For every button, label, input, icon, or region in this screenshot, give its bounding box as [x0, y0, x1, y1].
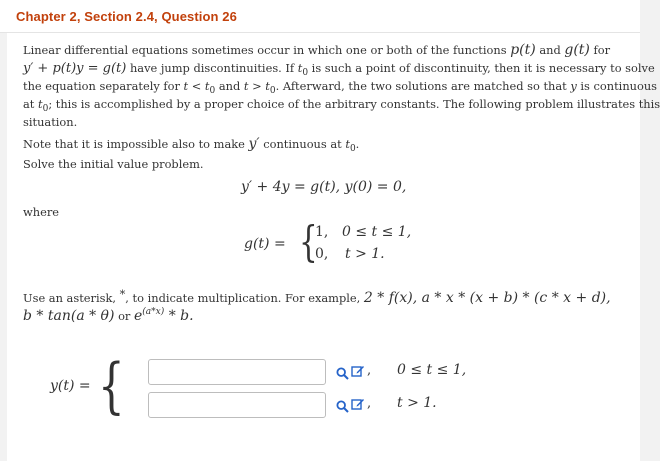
intro-text: at	[23, 97, 38, 111]
search-icon[interactable]	[336, 365, 349, 384]
math-sub: 0	[209, 86, 216, 96]
g-case2-cond: t > 1.	[345, 246, 385, 262]
answer-row1-input[interactable]	[148, 359, 326, 385]
g-case1-cond: 0 ≤ t ≤ 1,	[342, 224, 412, 240]
intro-text: Linear differential equations sometimes occur in which one or both of the functions	[23, 43, 511, 57]
math-sub: 0	[302, 68, 309, 78]
note-text: continuous at	[259, 137, 346, 151]
note-line: Note that it is impossible also to make y′ continuous at $t_0$.	[23, 136, 360, 154]
question-panel	[7, 33, 660, 461]
note-text: Note that it is impossible also to make	[23, 137, 249, 151]
example-3: e	[134, 308, 143, 324]
answer-row2-cond: t > 1.	[397, 395, 437, 411]
answer-brace: {	[98, 351, 125, 421]
intro-line-3	[23, 79, 657, 97]
edit-icon[interactable]	[351, 363, 365, 382]
math-t0: t	[297, 61, 303, 75]
question-title: Chapter 2, Section 2.4, Question 26	[16, 9, 237, 24]
instruction-line-2	[23, 309, 194, 327]
math-lt: t < t	[183, 79, 210, 93]
instruction-text: , to indicate multiplication. For example,	[125, 291, 364, 305]
instruction-line-1	[23, 287, 611, 307]
intro-line-2	[23, 61, 655, 79]
math-sub: 0	[349, 144, 356, 154]
search-icon[interactable]	[336, 398, 349, 417]
example-3-tail: * b.	[164, 308, 194, 324]
math-ode: y′ + p(t)y = g(t)	[23, 61, 127, 76]
g-lhs: g(t) =	[244, 236, 286, 252]
instruction-text: Use an asterisk,	[23, 291, 120, 305]
math-yprime: y′	[248, 136, 260, 152]
intro-text: is such a point of discontinuity, then it is necessary to solve	[308, 61, 655, 75]
intro-line-1	[23, 43, 610, 59]
intro-text: for	[589, 43, 611, 57]
intro-line-4	[23, 97, 660, 115]
intro-text: and	[215, 79, 244, 93]
example-2: b * tan(a * θ)	[23, 308, 115, 324]
ivp-equation: y′ + 4y = g(t), y(0) = 0,	[241, 179, 407, 195]
g-case2-value: 0,	[315, 246, 329, 262]
g-case1-value: 1,	[315, 224, 329, 240]
intro-text: ; this is accomplished by a proper choice of the arbitrary constants. The following problem illustrates this	[48, 97, 660, 111]
math-sub: 0	[269, 86, 276, 96]
comma: ,	[367, 363, 372, 378]
example-3-exponent: (a*x)	[142, 307, 165, 317]
comma: ,	[367, 396, 372, 411]
intro-text: have jump discontinuities. If	[126, 61, 298, 75]
answer-row1-cond: 0 ≤ t ≤ 1,	[397, 362, 467, 378]
asterisk-symbol: *	[119, 287, 126, 301]
page-header	[0, 0, 640, 33]
intro-text: and	[535, 43, 565, 57]
instruction-text: or	[114, 309, 134, 323]
intro-text: the equation separately for	[23, 79, 184, 93]
answer-row2-input[interactable]	[148, 392, 326, 418]
where-label: where	[23, 205, 60, 219]
g-brace: {	[299, 217, 318, 266]
solve-line: Solve the initial value problem.	[23, 157, 204, 171]
math-p: p(t)	[510, 42, 536, 58]
intro-line-5: situation.	[23, 115, 78, 129]
math-gt: t > t	[243, 79, 270, 93]
math-g: g(t)	[564, 42, 590, 58]
math-sub: 0	[42, 104, 49, 114]
intro-text: is continuous	[576, 79, 658, 93]
example-1: 2 * f(x), a * x * (x + b) * (c * x + d),	[363, 290, 611, 306]
answer-lhs: y(t) =	[50, 378, 91, 394]
math-y: y	[570, 79, 577, 93]
math-t0: t	[38, 97, 43, 111]
intro-text: . Afterward, the two solutions are matched so that	[275, 79, 571, 93]
edit-icon[interactable]	[351, 396, 365, 415]
math-t0: t	[345, 137, 350, 151]
